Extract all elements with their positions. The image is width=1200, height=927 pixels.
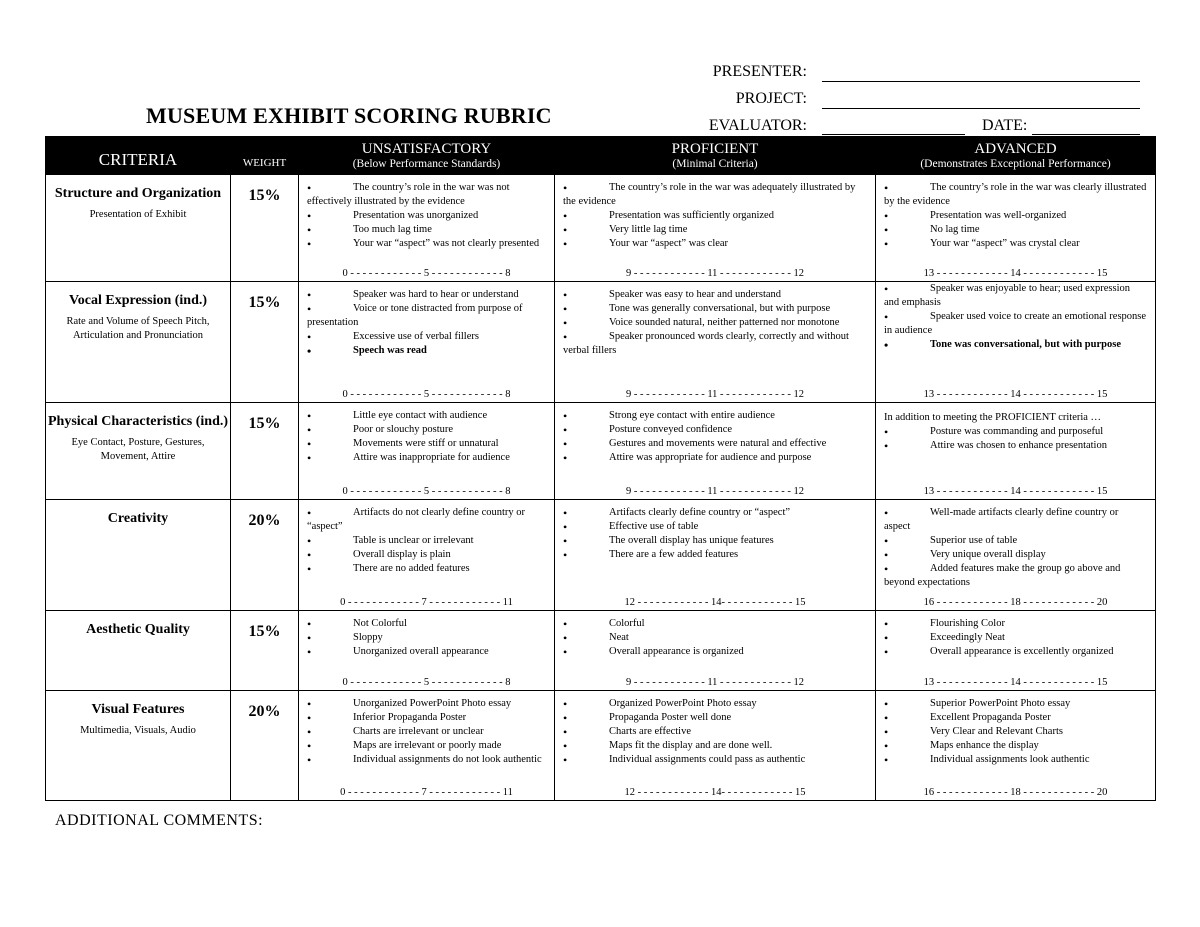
criteria-bullet: • Artifacts clearly define country or “aspect” xyxy=(563,506,867,520)
criteria-bullet: • The country’s role in the war was not effectively illustrated by the evidence xyxy=(307,181,546,209)
level-title: UNSATISFACTORY xyxy=(361,140,492,157)
criteria-bullet: • Very unique overall display xyxy=(884,548,1147,562)
level-header-advanced xyxy=(876,137,1156,175)
criteria-list xyxy=(555,691,875,767)
level-cell xyxy=(876,610,1156,690)
level-intro: In addition to meeting the PROFICIENT criteria … xyxy=(884,412,1102,424)
criteria-bullet: • Excessive use of verbal fillers xyxy=(307,330,546,344)
level-cell xyxy=(299,403,555,500)
level-cell xyxy=(555,610,876,690)
criteria-list xyxy=(555,611,875,659)
criteria-bullet: • The country’s role in the war was clearly illustrated by the evidence xyxy=(884,181,1147,209)
criteria-cell xyxy=(46,403,231,500)
criteria-description: Presentation of Exhibit xyxy=(89,209,187,220)
score-scale: 9 - - - - - - - - - - - - 11 - - - - - - - - - - - - 12 xyxy=(625,268,805,280)
weight-cell: 20% xyxy=(231,690,299,800)
criteria-list xyxy=(299,691,554,767)
criteria-bullet: • Individual assignments could pass as authentic xyxy=(563,753,867,767)
criteria-bullet: • Posture conveyed confidence xyxy=(563,423,867,437)
rubric-row xyxy=(46,403,1156,500)
level-cell xyxy=(876,175,1156,282)
criteria-bullet: • Posture was commanding and purposeful xyxy=(884,425,1147,439)
criteria-bullet: • There are a few added features xyxy=(563,548,867,562)
criteria-bullet: • Maps fit the display and are done well. xyxy=(563,739,867,753)
score-scale: 0 - - - - - - - - - - - - 7 - - - - - - - - - - - - 11 xyxy=(340,596,513,608)
criteria-list xyxy=(555,282,875,358)
criteria-bullet: • Exceedingly Neat xyxy=(884,631,1147,645)
score-scale: 0 - - - - - - - - - - - - 5 - - - - - - - - - - - - 8 xyxy=(342,676,511,688)
criteria-bullet: • Table is unclear or irrelevant xyxy=(307,534,546,548)
criteria-header: CRITERIA xyxy=(46,137,231,175)
criteria-bullet: • Superior PowerPoint Photo essay xyxy=(884,697,1147,711)
criteria-bullet: • Attire was appropriate for audience and purpose xyxy=(563,451,867,465)
criteria-bullet: • Gestures and movements were natural and effective xyxy=(563,437,867,451)
level-header-proficient xyxy=(555,137,876,175)
additional-comments-label: ADDITIONAL COMMENTS: xyxy=(55,812,264,829)
criteria-bullet: • Speaker was enjoyable to hear; used expression and emphasis xyxy=(884,282,1147,310)
criteria-bullet: • Speaker was easy to hear and understand xyxy=(563,288,867,302)
score-scale: 13 - - - - - - - - - - - - 14 - - - - - - - - - - - - 15 xyxy=(923,268,1108,280)
page-title: MUSEUM EXHIBIT SCORING RUBRIC xyxy=(146,103,552,128)
score-scale: 0 - - - - - - - - - - - - 5 - - - - - - - - - - - - 8 xyxy=(342,268,511,280)
criteria-cell xyxy=(46,690,231,800)
criteria-bullet: • The overall display has unique features xyxy=(563,534,867,548)
criteria-list xyxy=(555,403,875,465)
criteria-description: Rate and Volume of Speech Pitch, Articulation and Pronunciation xyxy=(66,316,210,342)
criteria-bullet: • Superior use of table xyxy=(884,534,1147,548)
evaluator-label: EVALUATOR: xyxy=(708,117,807,134)
criteria-bullet: • Unorganized overall appearance xyxy=(307,645,546,659)
criteria-bullet: • Very little lag time xyxy=(563,223,867,237)
level-cell xyxy=(299,610,555,690)
criteria-bullet: • Voice or tone distracted from purpose of presentation xyxy=(307,302,546,330)
criteria-bullet: • Attire was inappropriate for audience xyxy=(307,451,546,465)
presenter-label: PRESENTER: xyxy=(712,63,807,80)
level-cell xyxy=(555,500,876,610)
criteria-description: Eye Contact, Posture, Gestures, Movement, Attire xyxy=(71,437,205,463)
criteria-name: Vocal Expression (ind.) xyxy=(68,293,208,309)
rubric-row xyxy=(46,500,1156,610)
date-label: DATE: xyxy=(982,117,1028,134)
level-title: PROFICIENT xyxy=(671,140,759,157)
score-scale: 12 - - - - - - - - - - - - 14- - - - - - - - - - - - 15 xyxy=(624,596,806,608)
level-cell xyxy=(876,282,1156,403)
project-label: PROJECT: xyxy=(735,90,807,107)
rubric-row xyxy=(46,282,1156,403)
score-scale: 9 - - - - - - - - - - - - 11 - - - - - - - - - - - - 12 xyxy=(625,389,805,401)
level-cell xyxy=(876,690,1156,800)
criteria-bullet: • Inferior Propaganda Poster xyxy=(307,711,546,725)
criteria-bullet: • Individual assignments do not look authentic xyxy=(307,753,546,767)
score-scale: 0 - - - - - - - - - - - - 5 - - - - - - - - - - - - 8 xyxy=(342,389,511,401)
criteria-bullet: • Individual assignments look authentic xyxy=(884,753,1147,767)
criteria-name: Aesthetic Quality xyxy=(86,621,190,637)
level-subtitle: (Demonstrates Exceptional Performance) xyxy=(920,157,1111,170)
level-cell xyxy=(299,500,555,610)
criteria-bullet: • Overall appearance is excellently organized xyxy=(884,645,1147,659)
criteria-bullet: • Overall appearance is organized xyxy=(563,645,867,659)
rubric-row xyxy=(46,175,1156,282)
criteria-bullet: • Too much lag time xyxy=(307,223,546,237)
criteria-bullet: • Organized PowerPoint Photo essay xyxy=(563,697,867,711)
level-subtitle: (Minimal Criteria) xyxy=(672,157,758,170)
criteria-bullet: • Speaker pronounced words clearly, correctly and without verbal fillers xyxy=(563,330,867,358)
rubric-table xyxy=(45,136,1156,801)
criteria-list xyxy=(876,691,1155,767)
criteria-name: Visual Features xyxy=(91,701,185,717)
criteria-bullet: • Your war “aspect” was crystal clear xyxy=(884,237,1147,251)
criteria-bullet: • Your war “aspect” was clear xyxy=(563,237,867,251)
criteria-bullet: • Voice sounded natural, neither patterned nor monotone xyxy=(563,316,867,330)
criteria-bullet: • Artifacts do not clearly define country or “aspect” xyxy=(307,506,546,534)
level-cell xyxy=(555,403,876,500)
criteria-bullet: • Unorganized PowerPoint Photo essay xyxy=(307,697,546,711)
criteria-bullet: • Sloppy xyxy=(307,631,546,645)
criteria-bullet: • Not Colorful xyxy=(307,617,546,631)
criteria-list xyxy=(555,500,875,562)
criteria-bullet: • There are no added features xyxy=(307,562,546,576)
level-cell xyxy=(299,690,555,800)
criteria-bullet: • Presentation was well-organized xyxy=(884,209,1147,223)
criteria-cell xyxy=(46,500,231,610)
criteria-bullet: • Colorful xyxy=(563,617,867,631)
criteria-bullet: • Tone was generally conversational, but with purpose xyxy=(563,302,867,316)
evaluator-line[interactable] xyxy=(822,134,965,135)
score-scale: 16 - - - - - - - - - - - - 18 - - - - - - - - - - - - 20 xyxy=(923,596,1108,608)
score-scale: 0 - - - - - - - - - - - - 5 - - - - - - - - - - - - 8 xyxy=(342,486,511,498)
criteria-name: Creativity xyxy=(107,511,169,527)
criteria-bullet: • Little eye contact with audience xyxy=(307,409,546,423)
level-header-unsatisfactory xyxy=(299,137,555,175)
criteria-cell xyxy=(46,282,231,403)
criteria-bullet: • Presentation was unorganized xyxy=(307,209,546,223)
criteria-list xyxy=(299,175,554,251)
presenter-line[interactable] xyxy=(822,81,1140,82)
level-cell xyxy=(299,282,555,403)
level-cell xyxy=(876,500,1156,610)
criteria-bullet: • Poor or slouchy posture xyxy=(307,423,546,437)
criteria-bullet: • Speaker was hard to hear or understand xyxy=(307,288,546,302)
criteria-name: Structure and Organization xyxy=(54,186,222,201)
criteria-description: Multimedia, Visuals, Audio xyxy=(80,724,196,736)
criteria-bullet: • Speech was read xyxy=(307,344,546,358)
criteria-bullet: • Propaganda Poster well done xyxy=(563,711,867,725)
level-cell xyxy=(555,690,876,800)
criteria-bullet: • Overall display is plain xyxy=(307,548,546,562)
rubric-row xyxy=(46,690,1156,800)
criteria-list xyxy=(299,282,554,358)
criteria-cell xyxy=(46,175,231,282)
criteria-list xyxy=(299,500,554,576)
criteria-bullet: • Speaker used voice to create an emotional response in audience xyxy=(884,310,1147,338)
level-cell xyxy=(876,403,1156,500)
weight-header: WEIGHT xyxy=(231,137,299,175)
weight-cell: 20% xyxy=(231,500,299,610)
criteria-list xyxy=(876,282,1155,352)
weight-cell: 15% xyxy=(231,282,299,403)
project-line[interactable] xyxy=(822,108,1140,109)
criteria-bullet: • Added features make the group go above and beyond expectations xyxy=(884,562,1147,590)
rubric-row xyxy=(46,610,1156,690)
score-scale: 13 - - - - - - - - - - - - 14 - - - - - - - - - - - - 15 xyxy=(923,486,1108,498)
criteria-bullet: • Well-made artifacts clearly define country or aspect xyxy=(884,506,1147,534)
criteria-list xyxy=(876,611,1155,659)
criteria-name: Physical Characteristics (ind.) xyxy=(47,414,229,430)
criteria-bullet: • Maps enhance the display xyxy=(884,739,1147,753)
level-title: ADVANCED xyxy=(974,140,1057,157)
criteria-bullet: • Charts are irrelevant or unclear xyxy=(307,725,546,739)
score-scale: 13 - - - - - - - - - - - - 14 - - - - - - - - - - - - 15 xyxy=(923,676,1108,688)
level-subtitle: (Below Performance Standards) xyxy=(352,157,501,170)
score-scale: 0 - - - - - - - - - - - - 7 - - - - - - - - - - - - 11 xyxy=(340,787,513,798)
criteria-list xyxy=(876,425,1155,453)
criteria-bullet: • Flourishing Color xyxy=(884,617,1147,631)
criteria-list xyxy=(299,403,554,465)
weight-cell: 15% xyxy=(231,610,299,690)
score-scale: 12 - - - - - - - - - - - - 14- - - - - - - - - - - - 15 xyxy=(624,787,806,798)
level-cell xyxy=(299,175,555,282)
criteria-bullet: • The country’s role in the war was adequately illustrated by the evidence xyxy=(563,181,867,209)
level-cell xyxy=(555,175,876,282)
criteria-bullet: • Movements were stiff or unnatural xyxy=(307,437,546,451)
score-scale: 9 - - - - - - - - - - - - 11 - - - - - - - - - - - - 12 xyxy=(625,486,805,498)
criteria-bullet: • No lag time xyxy=(884,223,1147,237)
score-scale: 16 - - - - - - - - - - - - 18 - - - - - - - - - - - - 20 xyxy=(923,787,1108,798)
score-scale: 13 - - - - - - - - - - - - 14 - - - - - - - - - - - - 15 xyxy=(923,389,1108,401)
criteria-bullet: • Attire was chosen to enhance presentation xyxy=(884,439,1147,453)
weight-cell: 15% xyxy=(231,175,299,282)
criteria-bullet: • Maps are irrelevant or poorly made xyxy=(307,739,546,753)
date-line[interactable] xyxy=(1032,134,1140,135)
criteria-list xyxy=(876,500,1155,590)
level-cell xyxy=(555,282,876,403)
criteria-bullet: • Strong eye contact with entire audience xyxy=(563,409,867,423)
criteria-bullet: • Charts are effective xyxy=(563,725,867,739)
score-scale: 9 - - - - - - - - - - - - 11 - - - - - - - - - - - - 12 xyxy=(625,676,805,688)
weight-cell: 15% xyxy=(231,403,299,500)
criteria-list xyxy=(299,611,554,659)
criteria-bullet: • Very Clear and Relevant Charts xyxy=(884,725,1147,739)
criteria-bullet: • Excellent Propaganda Poster xyxy=(884,711,1147,725)
criteria-bullet: • Presentation was sufficiently organized xyxy=(563,209,867,223)
criteria-bullet: • Neat xyxy=(563,631,867,645)
criteria-bullet: • Tone was conversational, but with purpose xyxy=(884,338,1147,352)
criteria-list xyxy=(876,175,1155,251)
criteria-cell xyxy=(46,610,231,690)
criteria-list xyxy=(555,175,875,251)
criteria-bullet: • Your war “aspect” was not clearly presented xyxy=(307,237,546,251)
criteria-bullet: • Effective use of table xyxy=(563,520,867,534)
